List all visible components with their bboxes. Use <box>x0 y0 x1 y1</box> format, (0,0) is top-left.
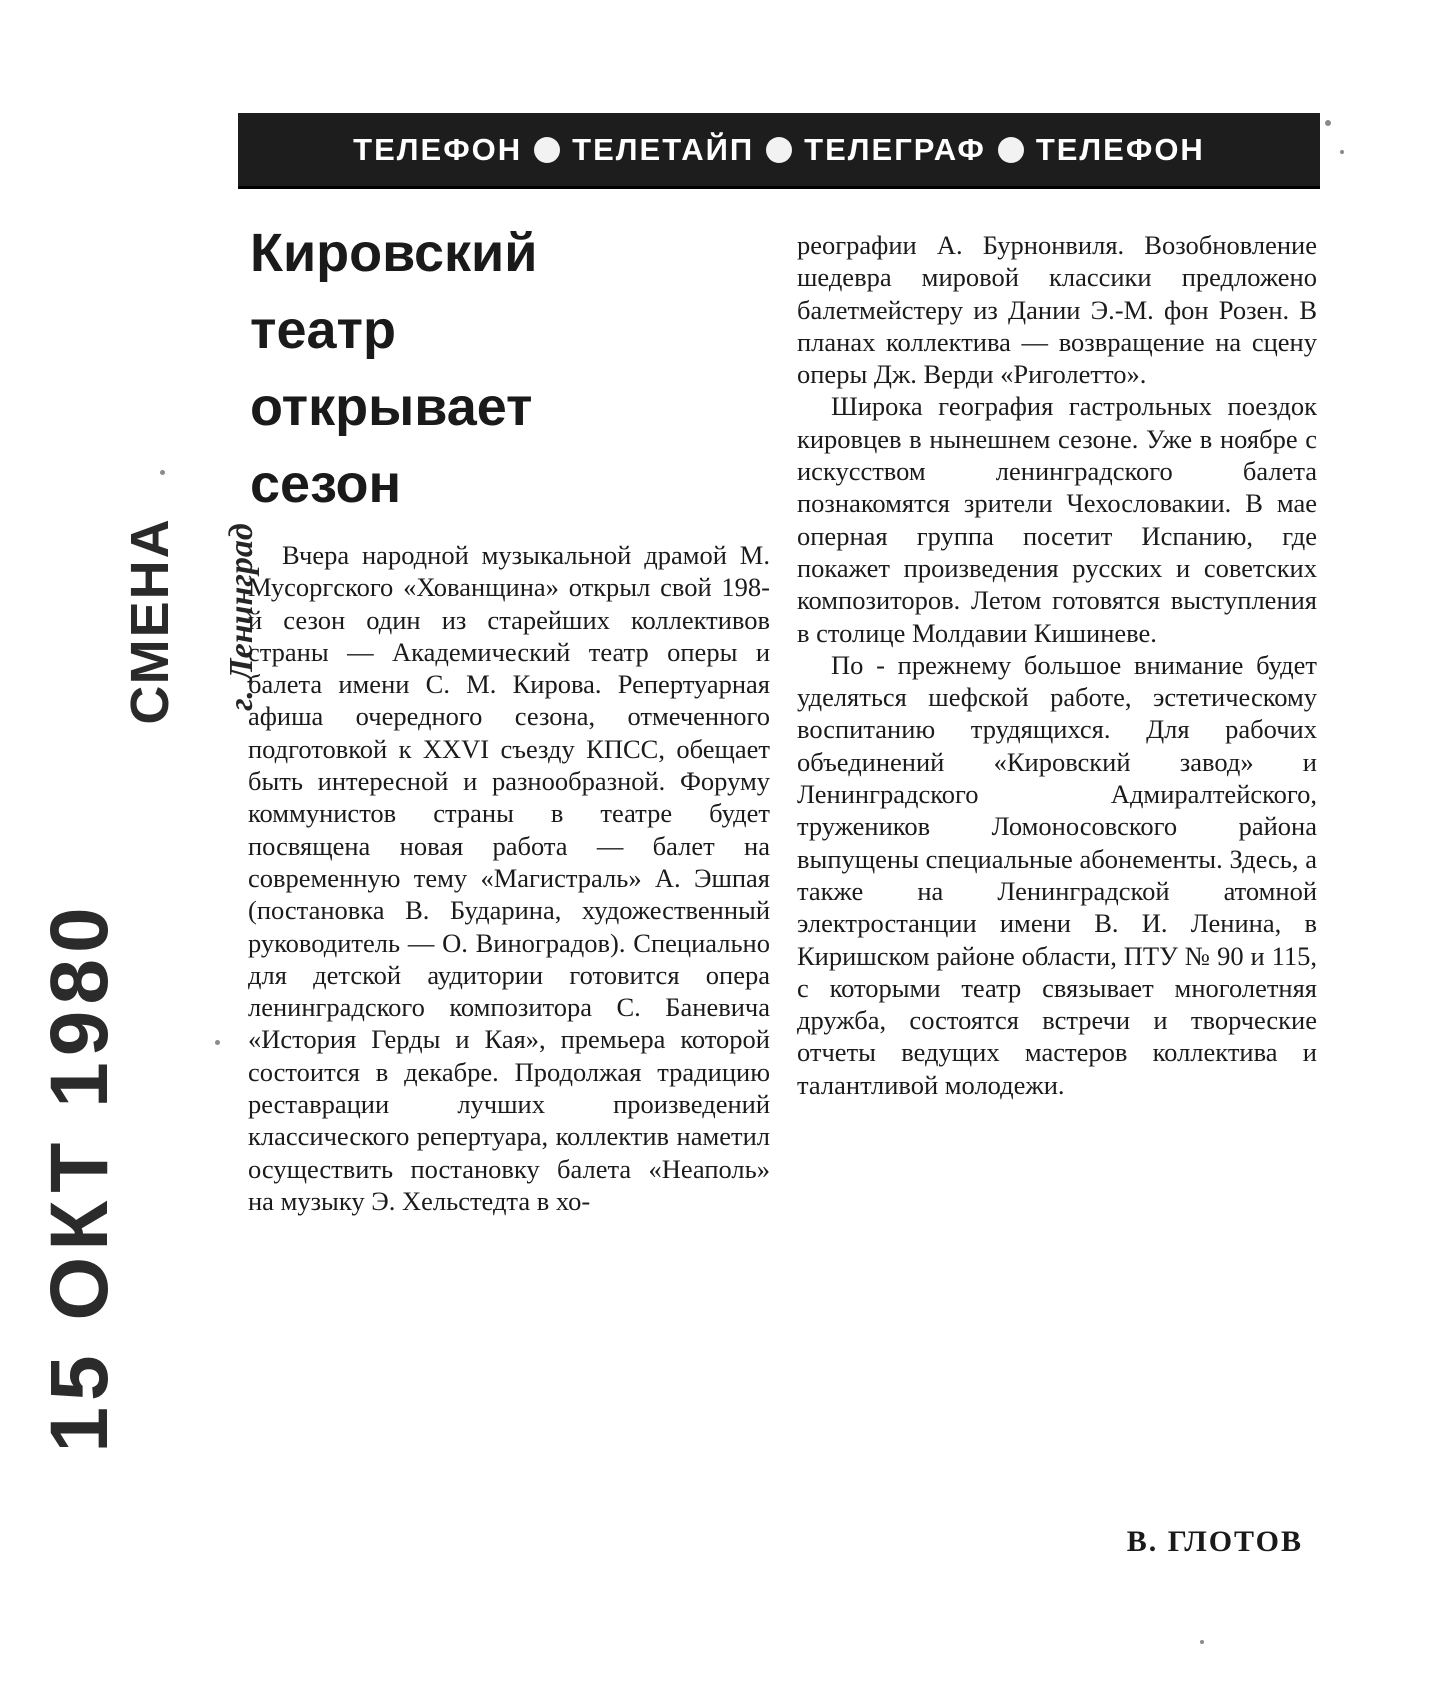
stamp-city: г. Ленинград <box>223 523 260 711</box>
print-speck <box>215 1040 220 1045</box>
headline-line: сезон <box>250 454 402 514</box>
newspaper-stamp <box>70 470 260 750</box>
headline-line: театр <box>250 300 396 360</box>
bullet-icon <box>766 137 792 163</box>
bullet-icon <box>534 137 560 163</box>
banner-item-teletype: ТЕЛЕТАЙП <box>572 131 755 167</box>
stamp-date: 15 ОКТ 1980 <box>34 901 125 1453</box>
article-column-right <box>797 229 1317 1101</box>
article-paragraph: Широка география гастрольных поездок кировцев в нынешнем сезоне. Уже в ноябре с искусством ленинградского балета познакомятся зрители Чехословакии. В мае оперная группа посетит Испанию, где покажет произведения русских и советских композиторов. Летом готовятся выступления в столице Молдавии Кишиневе. <box>797 391 1317 648</box>
bullet-icon <box>998 137 1024 163</box>
article-paragraph-continued: реографии А. Бурнонвиля. Возобновление шедевра мировой классики предложено балетмейстеру из Дании Э.-М. фон Розен. В планах коллектива — возвращение на сцену оперы Дж. Верди «Риголетто». <box>797 230 1317 390</box>
article-column-left <box>248 539 770 1217</box>
headline-line: открывает <box>250 377 533 437</box>
banner-item-telegraph: ТЕЛЕГРАФ <box>804 131 986 167</box>
banner-item-telephone-2: ТЕЛЕФОН <box>1035 131 1205 167</box>
rubric-banner <box>238 113 1320 189</box>
article-paragraph: Вчера народной музыкальной драмой М. Мусоргского «Хованщина» открыл свой 198-й сезон один из старейших коллективов страны — Академический театр оперы и балета имени С. М. Кирова. Репертуарная афиша очередного сезона, отмеченного подготовкой к XXVI съезду КПСС, обещает быть интересной и разнообразной. Форуму коммунистов страны в театре будет посвящена новая работа — балет на современную тему «Магистраль» А. Эшпая (постановка В. Бударина, художественный руководитель — О. Виноградов). Специально для детской аудитории готовится опера ленинградского композитора С. Баневича «История Герды и Кая», премьера которой состоится в декабре. Продолжая традицию реставрации лучших произведений классического репертуара, коллектив наметил осуществить постановку балета «Неаполь» на музыку Э. Хельстедта в хо- <box>248 540 770 1216</box>
banner-item-telephone: ТЕЛЕФОН <box>353 131 523 167</box>
stamp-newspaper-name: СМЕНА <box>120 517 180 725</box>
print-speck <box>160 470 165 475</box>
print-speck <box>1325 120 1331 126</box>
article-author: В. ГЛОТОВ <box>1126 1525 1303 1558</box>
headline-line: Кировский <box>250 223 538 283</box>
print-speck <box>1200 1640 1204 1644</box>
article-paragraph: По - прежнему большое внимание будет уделяться шефской работе, эстетическому воспитанию трудящихся. Для рабочих объединений «Кировский завод» и Ленинградского Адмиралтейского, тружеников Ломоносовского района выпущены специальные абонементы. Здесь, а также на Ленинградской атомной электростанции имени В. И. Ленина, в Киришском районе области, ПТУ № 90 и 115, с которыми театр связывает многолетняя дружба, состоятся встречи и творческие отчеты ведущих мастеров коллектива и талантливой молодежи. <box>797 649 1317 1100</box>
print-speck <box>1340 150 1344 154</box>
article-headline <box>250 215 590 523</box>
